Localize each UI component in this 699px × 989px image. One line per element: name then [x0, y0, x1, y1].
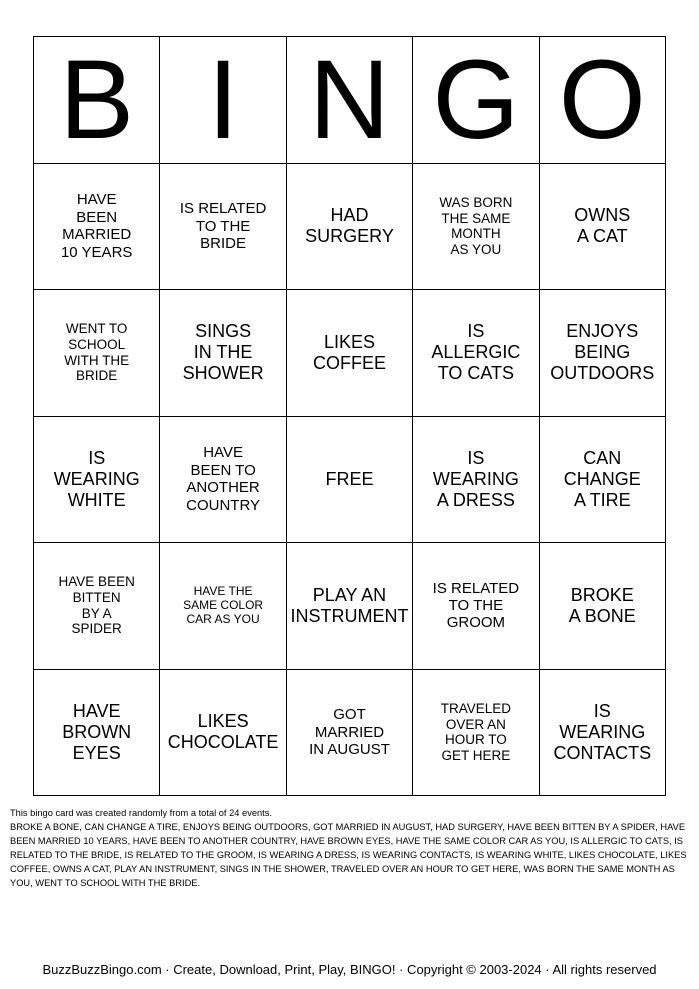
bingo-cell-text: IS RELATED TO THE GROOM	[432, 579, 520, 632]
notes-event-list: BROKE A BONE, CAN CHANGE A TIRE, ENJOYS BEING OUTDOORS, GOT MARRIED IN AUGUST, HAD SURGERY, HAVE BEEN BITTEN BY A SPIDER, HAVE BEEN MARRIED 10 YEARS, HAVE BEEN TO ANOTHER COUNTRY, HAVE BROWN EYES, HAVE THE SAME COLOR CAR AS YOU, IS ALLERGIC TO CATS, IS RELATED TO THE BRIDE, IS RELATED TO THE GROOM, IS WEARING A DRESS, IS WEARING CONTACTS, IS WEARING WHITE, LIKES CHOCOLATE, LIKES COFFEE, OWNS A CAT, PLAY AN INSTRUMENT, SINGS IN THE SHOWER, TRAVELED OVER AN HOUR TO GET HERE, WAS BORN THE SAME MONTH AS YOU, WENT TO SCHOOL WITH THE BRIDE.	[10, 821, 687, 888]
bingo-cell	[160, 164, 286, 291]
notes-intro: This bingo card was created randomly from a total of 24 events.	[10, 808, 272, 818]
bingo-cell	[34, 164, 160, 291]
bingo-cell	[34, 417, 160, 544]
bingo-cell	[413, 290, 539, 417]
header-letter-b: B	[34, 37, 160, 164]
bingo-cell	[540, 290, 666, 417]
bingo-cell	[160, 417, 286, 544]
bingo-cell-text: HAVE BEEN MARRIED 10 YEARS	[60, 191, 133, 261]
bingo-cell	[413, 164, 539, 291]
card-notes	[10, 807, 690, 891]
bingo-cell	[160, 543, 286, 670]
header-letter-g: G	[413, 37, 539, 164]
bingo-cell	[34, 543, 160, 670]
header-letter-n: N	[287, 37, 413, 164]
bingo-cell	[34, 290, 160, 417]
bingo-cell-text: IS WEARING CONTACTS	[553, 700, 652, 763]
bingo-cell-text: SINGS IN THE SHOWER	[182, 321, 264, 384]
bingo-cell-text: OWNS A CAT	[574, 205, 631, 247]
bingo-cell	[540, 417, 666, 544]
bingo-cell-text: TRAVELED OVER AN HOUR TO GET HERE	[440, 700, 512, 763]
bingo-cell	[34, 670, 160, 797]
bingo-cell-text: HAVE THE SAME COLOR CAR AS YOU	[183, 583, 264, 626]
bingo-cell	[540, 164, 666, 291]
bingo-cell-text: WENT TO SCHOOL WITH THE BRIDE	[64, 321, 130, 384]
bingo-cell-text: IS RELATED TO THE BRIDE	[179, 200, 267, 252]
bingo-cell-text: HAD SURGERY	[305, 205, 394, 247]
bingo-cell-text: GOT MARRIED IN AUGUST	[309, 706, 390, 758]
bingo-cell-text: IS WEARING WHITE	[53, 447, 140, 510]
free-space-text: FREE	[325, 468, 374, 489]
bingo-cell-text: CAN CHANGE A TIRE	[563, 447, 641, 510]
bingo-cell	[540, 670, 666, 797]
header-letter-o: O	[540, 37, 666, 164]
bingo-cell	[287, 670, 413, 797]
free-space-cell	[287, 417, 413, 544]
bingo-cell-text: HAVE BEEN TO ANOTHER COUNTRY	[186, 444, 261, 514]
bingo-card	[33, 36, 666, 796]
bingo-cell-text: LIKES CHOCOLATE	[167, 711, 279, 753]
bingo-cell	[413, 670, 539, 797]
bingo-cell-text: HAVE BROWN EYES	[62, 700, 132, 763]
bingo-cell	[287, 290, 413, 417]
bingo-cell-text: LIKES COFFEE	[312, 331, 386, 373]
bingo-cell	[287, 164, 413, 291]
bingo-cell	[160, 290, 286, 417]
bingo-cell	[413, 417, 539, 544]
bingo-cell	[287, 543, 413, 670]
bingo-cell-text: IS ALLERGIC TO CATS	[431, 321, 521, 384]
bingo-cell	[540, 543, 666, 670]
bingo-cell-text: WAS BORN THE SAME MONTH AS YOU	[439, 194, 513, 257]
bingo-cell-text: HAVE BEEN BITTEN BY A SPIDER	[58, 574, 135, 637]
bingo-cell	[160, 670, 286, 797]
bingo-cell-text: BROKE A BONE	[568, 584, 636, 626]
bingo-cell-text: IS WEARING A DRESS	[432, 447, 519, 510]
header-letter-i: I	[160, 37, 286, 164]
footer-copyright: BuzzBuzzBingo.com · Create, Download, Print, Play, BINGO! · Copyright © 2003-2024 · All rights reserved	[42, 962, 657, 977]
bingo-cell	[413, 543, 539, 670]
bingo-cell-text: ENJOYS BEING OUTDOORS	[550, 321, 655, 384]
bingo-cell-text: PLAY AN INSTRUMENT	[290, 584, 409, 626]
